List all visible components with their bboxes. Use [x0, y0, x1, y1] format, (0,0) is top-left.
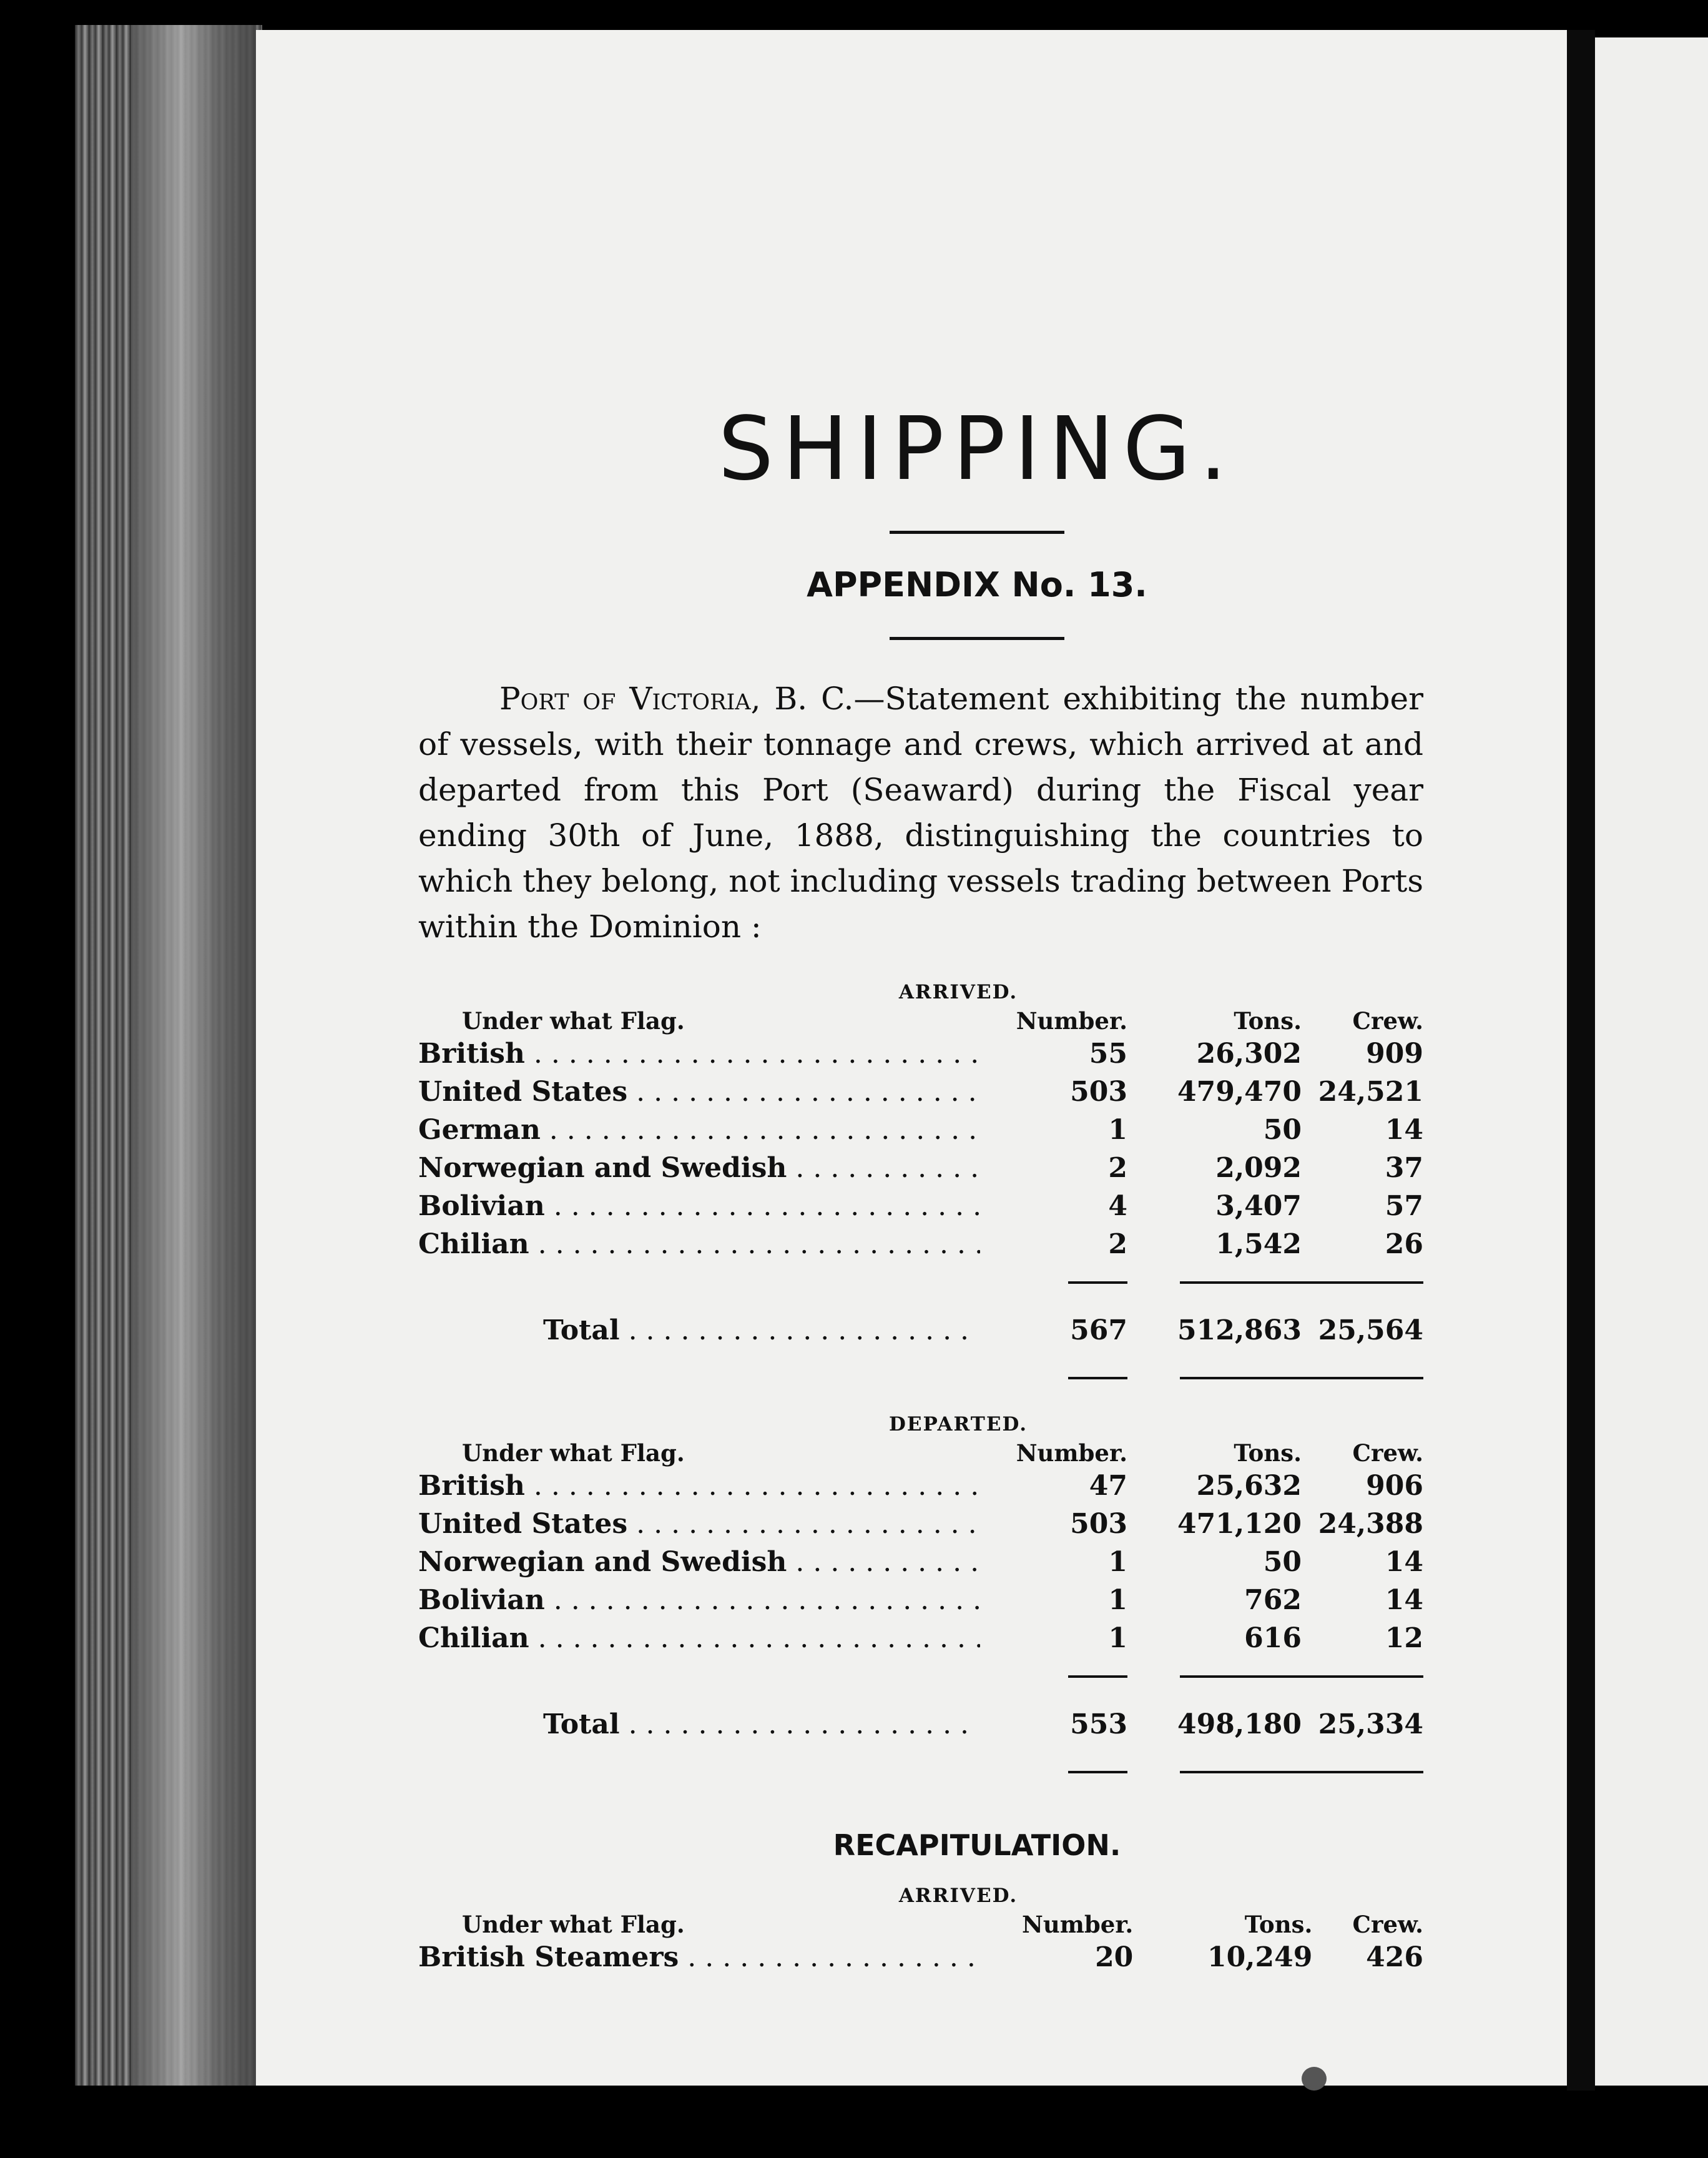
col-flag-header: Under what Flag.	[462, 1911, 685, 1938]
departed-label: DEPARTED.	[888, 1413, 1028, 1436]
col-tons-header: Tons.	[1234, 1007, 1302, 1035]
row-number: 2	[1108, 1228, 1127, 1260]
col-number-header: Number.	[1022, 1911, 1134, 1938]
total-rule	[418, 1657, 1423, 1695]
row-flag: British	[418, 1470, 525, 1502]
table-row	[418, 1149, 1423, 1187]
row-number: 1	[1108, 1584, 1127, 1616]
col-tons-header: Tons.	[1234, 1439, 1302, 1467]
page-edges	[131, 25, 256, 2086]
row-flag: Bolivian	[418, 1584, 545, 1616]
row-flag: Chilian	[418, 1228, 529, 1260]
total-number: 567	[1070, 1314, 1127, 1346]
table-row	[418, 1073, 1423, 1111]
row-crew: 14	[1385, 1114, 1423, 1146]
table-row	[418, 1225, 1423, 1263]
total-label: Total	[543, 1314, 620, 1346]
row-number: 4	[1108, 1190, 1127, 1222]
row-flag: Norwegian and Swedish	[418, 1546, 787, 1578]
total-double-rule	[418, 1359, 1423, 1397]
total-tons: 498,180	[1177, 1708, 1302, 1740]
total-row	[418, 1301, 1423, 1359]
row-flag: Norwegian and Swedish	[418, 1152, 787, 1184]
title-rule	[890, 531, 1064, 534]
col-flag-header: Under what Flag.	[462, 1007, 685, 1035]
row-tons: 1,542	[1215, 1228, 1302, 1260]
row-tons: 3,407	[1215, 1190, 1302, 1222]
row-number: 47	[1089, 1470, 1127, 1502]
row-crew: 57	[1385, 1190, 1423, 1222]
arrived-label: ARRIVED.	[898, 981, 1018, 1003]
total-number: 553	[1070, 1708, 1127, 1740]
table-row	[418, 1581, 1423, 1619]
row-flag: Bolivian	[418, 1190, 545, 1222]
row-number: 1	[1108, 1546, 1127, 1578]
row-tons: 50	[1263, 1546, 1302, 1578]
row-number: 1	[1108, 1114, 1127, 1146]
table-row	[418, 1619, 1423, 1657]
total-crew: 25,564	[1318, 1314, 1423, 1346]
row-crew: 24,521	[1318, 1076, 1423, 1108]
page-content	[418, 400, 1423, 1976]
row-flag: Chilian	[418, 1622, 529, 1654]
row-crew: 24,388	[1318, 1508, 1423, 1540]
table-row	[418, 1543, 1423, 1581]
row-tons: 2,092	[1215, 1152, 1302, 1184]
col-number-header: Number.	[1016, 1007, 1127, 1035]
table-header	[418, 1003, 1423, 1035]
facing-page-edge	[1595, 37, 1708, 2086]
table-header	[418, 1436, 1423, 1467]
table-row	[418, 1467, 1423, 1505]
appendix-rule	[890, 637, 1064, 640]
table-header	[418, 1907, 1423, 1938]
col-number-header: Number.	[1016, 1439, 1127, 1467]
total-tons: 512,863	[1177, 1314, 1302, 1346]
row-number: 1	[1108, 1622, 1127, 1654]
col-crew-header: Crew.	[1352, 1911, 1423, 1938]
page-title: SHIPPING.	[718, 398, 1236, 500]
row-tons: 616	[1244, 1622, 1302, 1654]
table-row	[418, 1187, 1423, 1225]
col-flag-header: Under what Flag.	[462, 1439, 685, 1467]
row-tons: 50	[1263, 1114, 1302, 1146]
row-flag: British Steamers	[418, 1941, 679, 1973]
row-crew: 26	[1385, 1228, 1423, 1260]
table-row	[418, 1111, 1423, 1149]
total-label: Total	[543, 1708, 620, 1740]
row-number: 503	[1070, 1508, 1127, 1540]
table-row	[418, 1938, 1423, 1976]
row-crew: 37	[1385, 1152, 1423, 1184]
recapitulation-heading: RECAPITULATION.	[833, 1828, 1121, 1862]
intro-paragraph	[418, 676, 1423, 950]
row-crew: 909	[1366, 1038, 1423, 1070]
total-row	[418, 1695, 1423, 1753]
intro-lead: Port of Victoria, B. C.	[499, 681, 854, 717]
row-tons: 25,632	[1196, 1470, 1302, 1502]
intro-body: —Statement exhibiting the number of vessels, with their tonnage and crews, which arrived at and departed from this Port (Seaward) during the Fiscal year ending 30th of June, 1888, distinguishing the countries to which they belong, not including vessels trading between Ports within the Dominion :	[418, 681, 1423, 945]
row-crew: 14	[1385, 1584, 1423, 1616]
table-row	[418, 1035, 1423, 1073]
row-tons: 471,120	[1177, 1508, 1302, 1540]
row-crew: 906	[1366, 1470, 1423, 1502]
total-crew: 25,334	[1318, 1708, 1423, 1740]
appendix-heading: APPENDIX No. 13.	[807, 565, 1147, 604]
total-rule	[418, 1263, 1423, 1301]
arrived-table	[418, 1003, 1423, 1397]
page-gutter	[1567, 30, 1595, 2091]
row-flag: British	[418, 1038, 525, 1070]
col-tons-header: Tons.	[1244, 1911, 1313, 1938]
recap-table	[418, 1907, 1423, 1976]
row-flag: German	[418, 1114, 541, 1146]
row-tons: 762	[1244, 1584, 1302, 1616]
departed-table	[418, 1436, 1423, 1791]
row-number: 20	[1095, 1941, 1134, 1973]
row-number: 503	[1070, 1076, 1127, 1108]
row-crew: 14	[1385, 1546, 1423, 1578]
row-number: 55	[1089, 1038, 1127, 1070]
col-crew-header: Crew.	[1352, 1007, 1423, 1035]
row-flag: United States	[418, 1508, 628, 1540]
row-flag: United States	[418, 1076, 628, 1108]
ink-smudge	[1302, 2067, 1327, 2091]
total-double-rule	[418, 1753, 1423, 1791]
col-crew-header: Crew.	[1352, 1439, 1423, 1467]
recap-arrived-label: ARRIVED.	[898, 1885, 1018, 1907]
row-crew: 426	[1366, 1941, 1423, 1973]
table-row	[418, 1505, 1423, 1543]
row-tons: 26,302	[1196, 1038, 1302, 1070]
row-tons: 479,470	[1177, 1076, 1302, 1108]
row-number: 2	[1108, 1152, 1127, 1184]
row-crew: 12	[1385, 1622, 1423, 1654]
row-tons: 10,249	[1207, 1941, 1313, 1973]
